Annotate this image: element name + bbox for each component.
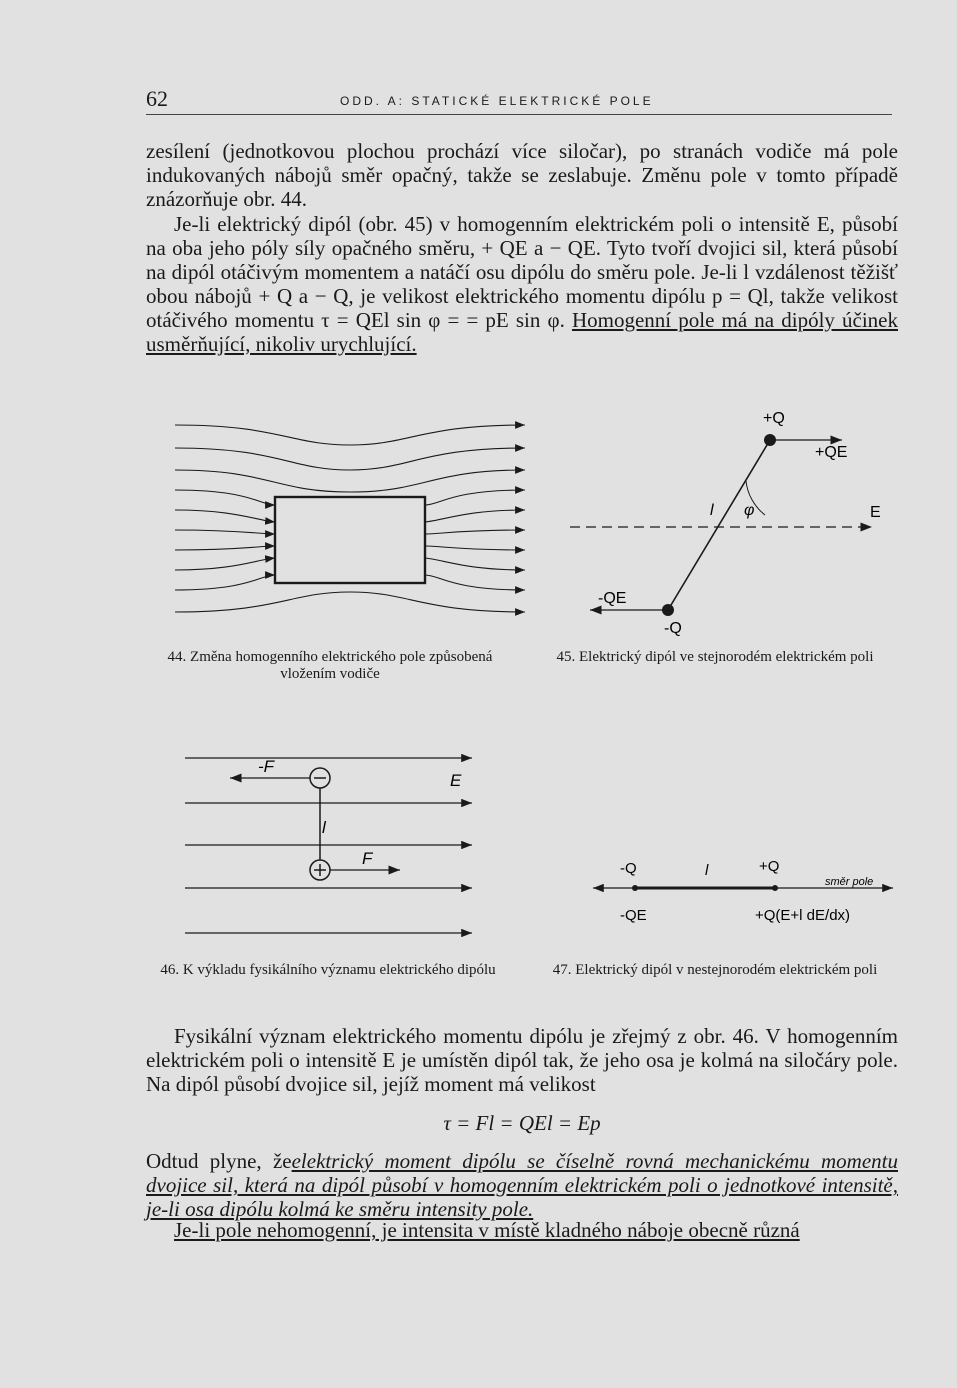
label-l: l (322, 818, 326, 837)
label-plus-q: +Q (759, 858, 780, 875)
paragraph-4 (146, 1150, 898, 1222)
figure-45 (560, 405, 900, 645)
caption-45: 45. Elektrický dipól ve stejnorodém elektrickém poli (556, 649, 874, 665)
page-header (146, 86, 892, 115)
paragraph-2 (146, 213, 898, 357)
label-minus-q: -Q (620, 860, 637, 877)
paragraph-5-text: Je-li pole nehomogenní, je intensita v místě kladného náboje obecně různá (174, 1218, 800, 1242)
caption-46: 46. K výkladu fysikálního významu elektrického dipólu (160, 962, 496, 978)
paragraph-2-underlined: Homogenní pole má na dipóly účinek usměrňující, nikoliv urychlující. (146, 307, 898, 356)
paragraph-5 (146, 1219, 898, 1243)
label-e: E (450, 771, 462, 790)
caption-44: 44. Změna homogenního elektrického pole způsobená vložením vodiče (167, 649, 493, 683)
figure-44 (160, 410, 540, 630)
paragraph-2-text: Je-li elektrický dipól (obr. 45) v homogenním elektrickém poli o intensitě E, působí na oba jeho póly síly opačného směru, + QE a − QE. Tyto tvoří dvojici sil, která působí na dipól otáčivým momentem a natáčí osu dipólu do směru pole. Je-li l vzdálenost těžišť obou nábojů + Q a − Q, je velikost elektrického momentu dipólu p = Ql, takže velikost otáčivého momentu τ = QEl sin φ = = pE sin φ. (146, 212, 898, 332)
paragraph-3 (146, 1025, 898, 1097)
paragraph-4-lead: Odtud plyne, že (146, 1149, 292, 1173)
label-minus-q: -Q (664, 620, 682, 637)
label-minus-qe: -QE (598, 590, 627, 607)
equation: τ = Fl = QEl = Ep (443, 1111, 601, 1135)
label-minus-qe: -QE (620, 907, 647, 924)
label-plus-qe: +QE (815, 444, 848, 461)
label-e: E (870, 504, 881, 521)
label-phi: φ (744, 502, 755, 519)
paragraph-1-text: zesílení (jednotkovou plochou prochází více siločar), po stranách vodiče má pole indukovaných nábojů směr opačný, takže se zeslabuje. Změnu pole v tomto případě znázorňuje obr. 44. (146, 139, 898, 211)
label-l: l (705, 862, 709, 879)
paragraph-3-text: Fysikální význam elektrického momentu dipólu je zřejmý z obr. 46. V homogenním elektrickém poli o intensitě E je umístěn dipól tak, že jeho osa je kolmá na siločáry pole. Na dipól působí dvojice sil, jejíž moment má velikost (146, 1024, 898, 1096)
paragraph-4-italic: elektrický moment dipólu se číselně rovná mechanickému momentu dvojice sil, která na dipól působí v homogenním elektrickém poli o jednotkové intensitě, je-li osa dipólu kolmá ke směru intensity pole. (146, 1149, 898, 1221)
label-minus-f: -F (258, 757, 275, 776)
running-head: ODD. A: STATICKÉ ELEKTRICKÉ POLE (340, 94, 654, 108)
caption-47: 47. Elektrický dipól v nestejnorodém elektrickém poli (552, 962, 878, 978)
label-f: F (362, 849, 373, 868)
figure-46 (160, 740, 500, 950)
page-number: 62 (146, 86, 168, 111)
negative-charge-icon (662, 604, 674, 616)
positive-charge-icon (764, 434, 776, 446)
label-plus-q: +Q (763, 410, 785, 427)
label-direction: směr pole (825, 876, 874, 888)
label-plus-force: +Q(E+l dE/dx) (755, 907, 851, 924)
label-l: l (710, 502, 714, 519)
paragraph-1 (146, 140, 898, 212)
figure-47 (585, 845, 900, 945)
